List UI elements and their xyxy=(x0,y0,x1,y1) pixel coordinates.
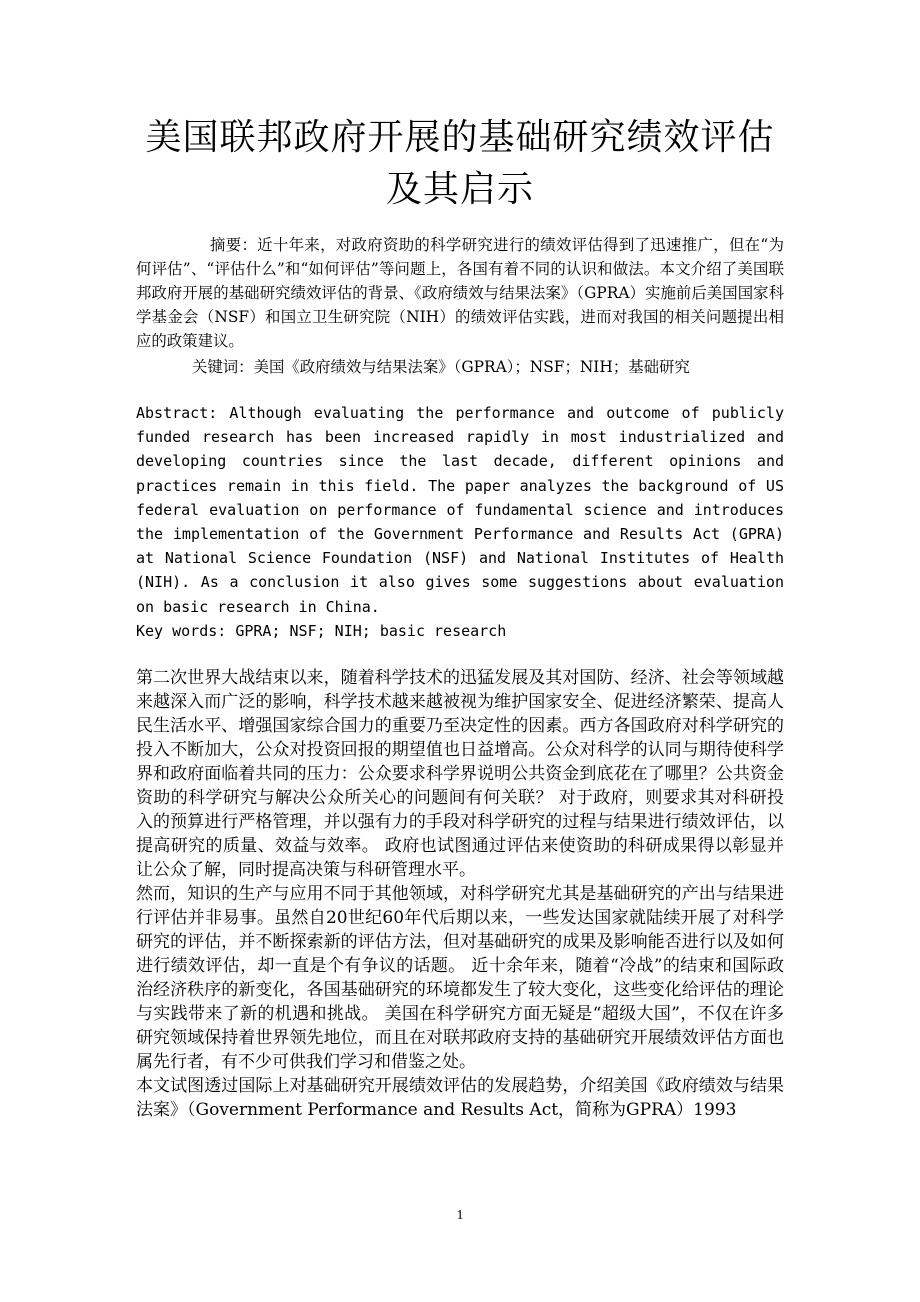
body-paragraph-1: 第二次世界大战结束以来，随着科学技术的迅猛发展及其对国防、经济、社会等领域越来越深入而广泛的影响，科学技术越来越被视为维护国家安全、促进经济繁荣、提高人民生活水平、增强国家综合国力的重要乃至决定性的因素。西方各国政府对科学研究的投入不断加大，公众对投资回报的期望值也日益增高。公众对科学的认同与期待使科学界和政府面临着共同的压力：公众要求科学界说明公共资金到底花在了哪里？公共资金资助的科学研究与解决公众所关心的问题间有何关联？ 对于政府，则要求其对科研投入的预算进行严格管理，并以强有力的手段对科学研究的过程与结果进行绩效评估，以提高研究的质量、效益与效率。 政府也试图通过评估来使资助的科研成果得以彰显并让公众了解，同时提高决策与科研管理水平。 xyxy=(136,668,784,880)
page-number: 1 xyxy=(456,1208,464,1223)
english-abstract: Abstract: Although evaluating the performance and outcome of publicly funded research has been increased rapidly in most industrialized and developing countries since the last decade, different opinions and practices remain in this field. The paper analyzes the background of US federal evaluation on performance of fundamental science and introduces the implementation of the Government Performance and Results Act (GPRA) at National Science Foundation (NSF) and National Institutes of Health (NIH). As a conclusion it also gives some suggestions about evaluation on basic research in China. xyxy=(136,404,784,616)
body-paragraph-3: 本文试图透过国际上对基础研究开展绩效评估的发展趋势，介绍美国《政府绩效与结果法案》（Government Performance and Results Act，简称为GPRA）1993 xyxy=(136,1076,784,1120)
paper-title xyxy=(100,112,820,216)
english-keywords: Key words: GPRA; NSF; NIH; basic research xyxy=(136,622,507,640)
chinese-keywords: 关键词：美国《政府绩效与结果法案》（GPRA）；NSF；NIH；基础研究 xyxy=(192,358,690,376)
title-line-2: 及其启示 xyxy=(385,169,534,210)
title-line-1: 美国联邦政府开展的基础研究绩效评估 xyxy=(145,117,775,158)
chinese-abstract: 摘要：近十年来，对政府资助的科学研究进行的绩效评估得到了迅速推广，但在“为何评估”、“评估什么”和“如何评估”等问题上，各国有着不同的认识和做法。本文介绍了美国联邦政府开展的基础研究绩效评估的背景、《政府绩效与结果法案》（GPRA）实施前后美国国家科学基金会（NSF）和国立卫生研究院（NIH）的绩效评估实践，进而对我国的相关问题提出相应的政策建议。 xyxy=(136,236,784,350)
body-paragraph-2: 然而，知识的生产与应用不同于其他领域，对科学研究尤其是基础研究的产出与结果进行评估并非易事。虽然自20世纪60年代后期以来，一些发达国家就陆续开展了对科学研究的评估，并不断探索新的评估方法，但对基础研究的成果及影响能否进行以及如何进行绩效评估，却一直是个有争议的话题。 近十余年来，随着“冷战”的结束和国际政治经济秩序的新变化，各国基础研究的环境都发生了较大变化，这些变化给评估的理论与实践带来了新的机遇和挑战。 美国在科学研究方面无疑是“超级大国”，不仅在许多研究领域保持着世界领先地位，而且在对联邦政府支持的基础研究开展绩效评估方面也属先行者，有不少可供我们学习和借鉴之处。 xyxy=(136,884,784,1072)
main-body xyxy=(136,666,784,1122)
